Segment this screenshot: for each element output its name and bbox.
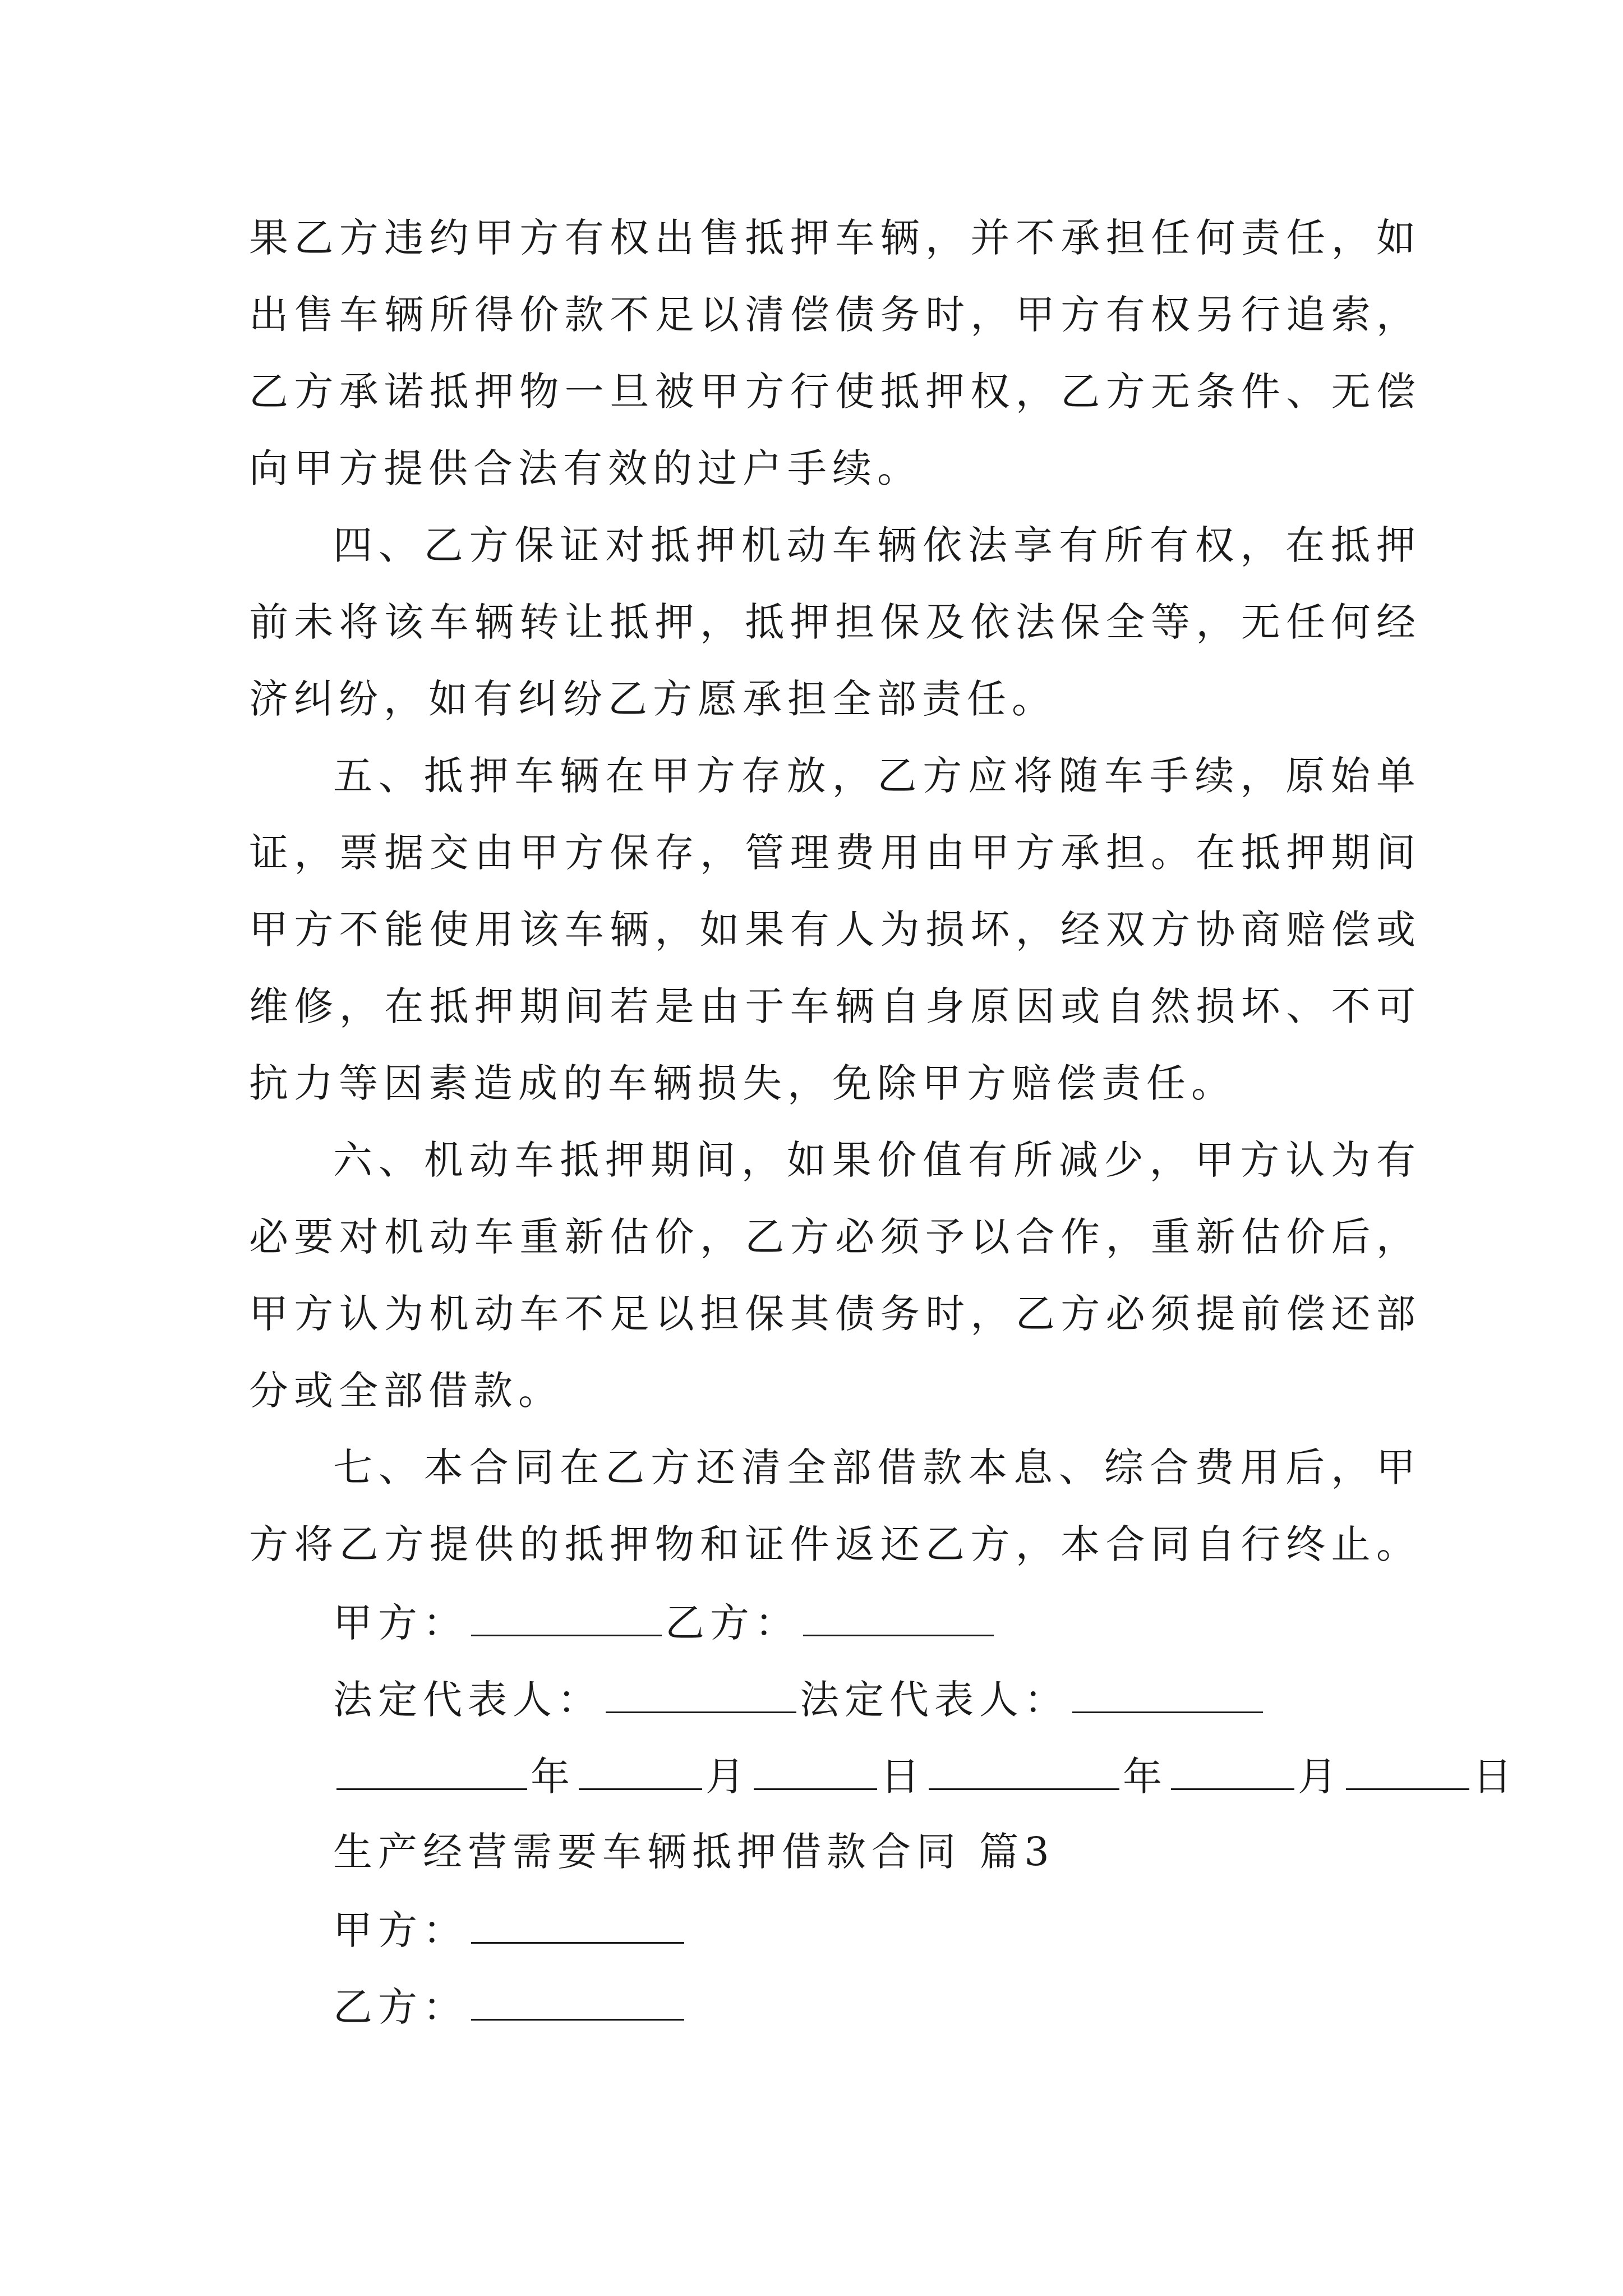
body-line: 济纠纷，如有纠纷乙方愿承担全部责任。: [249, 676, 1057, 722]
section-title: 生产经营需要车辆抵押借款合同 篇3: [333, 1829, 1055, 1875]
date-a-year-blank[interactable]: [336, 1749, 527, 1790]
body-line: 向甲方提供合法有效的过户手续。: [249, 445, 922, 491]
next-party-a-row: [333, 1903, 688, 1954]
party-a-label: 甲方：: [333, 1907, 468, 1953]
party-a-blank[interactable]: [471, 1903, 684, 1944]
party-a-label: 甲方：: [333, 1600, 468, 1646]
body-line: 方将乙方提供的抵押物和证件返还乙方，本合同自行终止。: [249, 1521, 1415, 1567]
party-b-label: 乙方：: [665, 1600, 800, 1646]
body-line: 证，票据交由甲方保存，管理费用由甲方承担。在抵押期间: [249, 830, 1415, 876]
body-line: 甲方认为机动车不足以担保其债务时，乙方必须提前偿还部: [249, 1291, 1415, 1337]
date-b-year-blank[interactable]: [929, 1749, 1119, 1790]
clause-5-first-line: 五、抵押车辆在甲方存放，乙方应将随车手续，原始单: [333, 753, 1415, 799]
rep-a-label: 法定代表人：: [333, 1677, 602, 1723]
date-a-day-blank[interactable]: [754, 1749, 877, 1790]
date-b-month-blank[interactable]: [1171, 1749, 1294, 1790]
party-b-blank[interactable]: [803, 1595, 994, 1636]
year-label: 年: [1123, 1754, 1168, 1800]
rep-a-blank[interactable]: [606, 1672, 796, 1713]
body-line: 出售车辆所得价款不足以清偿债务时，甲方有权另行追索，: [249, 292, 1415, 338]
body-line: 分或全部借款。: [249, 1368, 563, 1414]
body-line: 必要对机动车重新估价，乙方必须予以合作，重新估价后，: [249, 1214, 1415, 1260]
signature-rep-row: [333, 1672, 1266, 1724]
clause-4-first-line: 四、乙方保证对抵押机动车辆依法享有所有权，在抵押: [333, 522, 1415, 568]
date-b-day-blank[interactable]: [1346, 1749, 1469, 1790]
signature-parties-row: [333, 1595, 997, 1647]
month-label: 月: [1298, 1754, 1343, 1800]
day-label: 日: [880, 1754, 925, 1800]
day-label: 日: [1473, 1754, 1518, 1800]
date-a-month-blank[interactable]: [579, 1749, 702, 1790]
party-a-blank[interactable]: [471, 1595, 662, 1636]
next-party-b-row: [333, 1980, 688, 2031]
body-line: 前未将该车辆转让抵押，抵押担保及依法保全等，无任何经: [249, 599, 1415, 645]
body-line: 甲方不能使用该车辆，如果有人为损坏，经双方协商赔偿或: [249, 907, 1415, 953]
clause-7-first-line: 七、本合同在乙方还清全部借款本息、综合费用后，甲: [333, 1444, 1415, 1490]
year-label: 年: [531, 1754, 575, 1800]
party-b-blank[interactable]: [471, 1980, 684, 2021]
body-line: 抗力等因素造成的车辆损失，免除甲方赔偿责任。: [249, 1060, 1236, 1106]
body-line: 果乙方违约甲方有权出售抵押车辆，并不承担任何责任，如: [249, 215, 1415, 261]
month-label: 月: [706, 1754, 750, 1800]
party-b-label: 乙方：: [333, 1984, 468, 2030]
rep-b-label: 法定代表人：: [800, 1677, 1069, 1723]
signature-date-row: [333, 1749, 1518, 1801]
body-line: 乙方承诺抵押物一旦被甲方行使抵押权，乙方无条件、无偿: [249, 369, 1415, 415]
clause-6-first-line: 六、机动车抵押期间，如果价值有所减少，甲方认为有: [333, 1137, 1415, 1183]
body-line: 维修，在抵押期间若是由于车辆自身原因或自然损坏、不可: [249, 983, 1415, 1029]
rep-b-blank[interactable]: [1072, 1672, 1263, 1713]
